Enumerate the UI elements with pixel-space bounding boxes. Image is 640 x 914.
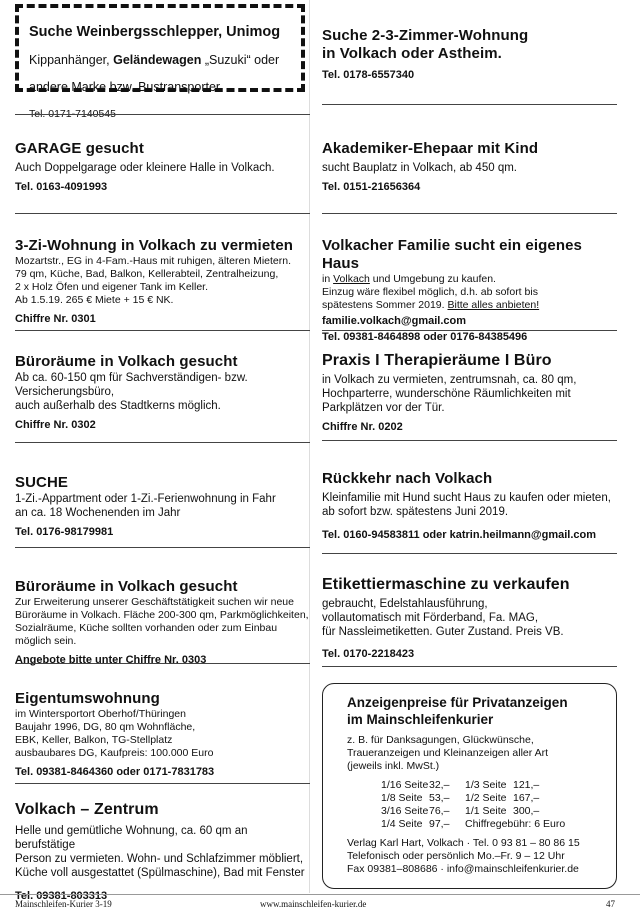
ad-office-1 <box>15 353 310 432</box>
ad-text: ab sofort bzw. spätestens Juni 2019. <box>322 506 509 518</box>
ad-owned-apartment <box>15 690 310 779</box>
ad-text: Ab ca. 60-150 qm für Sachverständigen- bzw. <box>15 372 248 384</box>
ad-contact: Tel. 0171-7140545 <box>29 107 116 120</box>
ad-text: Person zu vermieten. Wohn- und Schlafzimmer möbliert, <box>15 853 304 865</box>
ad-text: im Wintersportort Oberhof/Thüringen <box>15 708 186 720</box>
ad-text: EBK, Keller, Balkon, TG-Stellplatz <box>15 734 173 746</box>
ad-title: SUCHE <box>15 474 69 491</box>
ad-text: an ca. 18 Wochenenden im Jahr <box>15 507 181 519</box>
page-footer <box>0 894 640 914</box>
ad-practice <box>322 352 617 434</box>
ad-text: 79 qm, Küche, Bad, Balkon, Kellerabteil, Zentralheizung, <box>15 268 279 280</box>
ad-seek-apartment <box>322 27 617 82</box>
separator <box>15 114 310 115</box>
ad-email: familie.volkach@gmail.com <box>322 315 466 327</box>
price-intro: z. B. für Danksagungen, Glückwünsche, Traueranzeigen und Kleinanzeigen aller Art (jeweils inkl. MwSt.) <box>347 734 548 772</box>
price-table <box>381 779 602 831</box>
price-title: Anzeigenpreise für Privatanzeigen <box>347 695 568 710</box>
price-row: 1/4 Seite 97,– Chiffregebühr: 6 Euro <box>381 818 566 830</box>
separator <box>15 663 310 664</box>
ad-title: 3-Zi-Wohnung in Volkach zu vermieten <box>15 237 294 254</box>
ad-text: Zur Erweiterung unserer Geschäftstätigkeit suchen wir neue <box>15 596 294 608</box>
ad-garage <box>15 140 310 194</box>
separator <box>15 442 310 443</box>
price-row: 3/16 Seite 76,– 1/1 Seite 300,– <box>381 805 540 817</box>
price-title: im Mainschleifenkurier <box>347 712 494 727</box>
ad-title: Akademiker-Ehepaar mit Kind <box>322 140 539 157</box>
ad-contact: Tel. 09381-8464360 oder 0171-7831783 <box>15 766 215 778</box>
ad-text: Auch Doppelgarage oder kleinere Halle in Volkach. <box>15 162 275 174</box>
ad-contact: Tel. 0163-4091993 <box>15 181 108 193</box>
ad-academics <box>322 140 617 194</box>
ad-title: Volkacher Familie sucht ein eigenes Haus <box>322 237 582 272</box>
separator <box>322 553 617 554</box>
ad-text: für Nassleimetiketten. Guter Zustand. Preis VB. <box>322 626 564 638</box>
ad-text: Versicherungsbüro, <box>15 386 115 398</box>
ad-text: Küche voll ausgestattet (Spülmaschine), Bad mit Fenster <box>15 867 305 879</box>
ad-contact: Tel. 0178-6557340 <box>322 69 415 81</box>
ad-text: gebraucht, Edelstahlausführung, <box>322 598 488 610</box>
ad-title: Etikettiermaschine zu verkaufen <box>322 576 570 593</box>
ad-title: in Volkach oder Astheim. <box>322 45 502 62</box>
separator <box>15 547 310 548</box>
ad-labeler <box>322 576 617 661</box>
ad-text: Ab 1.5.19. 265 € Miete + 15 € NK. <box>15 294 174 306</box>
separator <box>322 330 617 331</box>
ad-contact: Chiffre Nr. 0301 <box>15 313 96 325</box>
ad-office-2 <box>15 578 310 667</box>
separator <box>322 666 617 667</box>
ad-text: Mozartstr., EG in 4-Fam.-Haus mit ruhigen, älteren Mietern. <box>15 255 292 267</box>
ad-contact: Tel. 0170-2218423 <box>322 648 415 660</box>
ad-text: in Volkach und Umgebung zu kaufen. <box>322 273 496 285</box>
ad-text: möglich sein. <box>15 635 77 647</box>
ad-contact: Chiffre Nr. 0302 <box>15 419 96 431</box>
ad-contact: Tel. 0151-21656364 <box>322 181 421 193</box>
ad-title: Eigentumswohnung <box>15 690 160 707</box>
ad-text: Sozialräume, Küche sollten vorhanden oder zum Einbau <box>15 622 278 634</box>
ad-contact: Angebote bitte unter Chiffre Nr. 0303 <box>15 654 207 666</box>
ad-text: sucht Bauplatz in Volkach, ab 450 qm. <box>322 162 517 174</box>
ad-contact: Tel. 0160-94583811 oder katrin.heilmann@gmail.com <box>322 529 597 541</box>
publisher-info: Verlag Karl Hart, Volkach · Tel. 0 93 81 – 80 86 15 Telefonisch oder persönlich Mo.–Fr. 9 – 12 Uhr Fax 09381–808686 · info@mainschleifenkurier.de <box>347 837 580 875</box>
ad-text: Baujahr 1996, DG, 80 qm Wohnfläche, <box>15 721 196 733</box>
ad-text: Parkplätzen vor der Tür. <box>322 402 445 414</box>
footer-website: www.mainschleifen-kurier.de <box>260 899 367 909</box>
ad-text: Helle und gemütliche Wohnung, ca. 60 qm an berufstätige <box>15 825 248 851</box>
ad-title: GARAGE gesucht <box>15 140 144 157</box>
page-number: 47 <box>606 899 615 909</box>
ad-title: Büroräume in Volkach gesucht <box>15 578 238 595</box>
price-row: 1/16 Seite 32,– 1/3 Seite 121,– <box>381 779 540 791</box>
ad-text: 2 x Holz Öfen und eigener Tank im Keller. <box>15 281 208 293</box>
ad-text: Hochparterre, wunderschöne Räumlichkeiten mit <box>322 388 571 400</box>
separator <box>322 213 617 214</box>
separator <box>15 213 310 214</box>
ad-apartment <box>15 237 310 326</box>
ad-contact: Tel. 09381-8464898 oder 0176-84385496 <box>322 331 528 343</box>
separator <box>15 330 310 331</box>
ad-title: Suche 2-3-Zimmer-Wohnung <box>322 27 529 44</box>
ad-text: spätestens Sommer 2019. Bitte alles anbieten! <box>322 299 540 311</box>
price-row: 1/8 Seite 53,– 1/2 Seite 167,– <box>381 792 540 804</box>
ad-title: Rückkehr nach Volkach <box>322 470 493 487</box>
ad-text: Kleinfamilie mit Hund sucht Haus zu kaufen oder mieten, <box>322 492 611 504</box>
ad-text: Kippanhänger, Geländewagen „Suzuki“ oder <box>29 52 280 67</box>
ad-contact: Tel. 0176-98179981 <box>15 526 114 538</box>
ad-text: ausbaubares DG, Kaufpreis: 100.000 Euro <box>15 747 214 759</box>
ad-text: vollautomatisch mit Förderband, Fa. MAG, <box>322 612 539 624</box>
ad-text: andere Marke bzw. Bustransporter. <box>29 80 223 95</box>
ad-title: Praxis I Therapieräume I Büro <box>322 352 552 369</box>
ad-tractor <box>15 4 305 120</box>
footer-issue: Mainschleifen-Kurier 3-19 <box>15 899 112 909</box>
ad-centre <box>15 801 310 903</box>
ad-contact: Chiffre Nr. 0202 <box>322 421 403 433</box>
ad-text: auch außerhalb des Stadtkerns möglich. <box>15 400 221 412</box>
ad-family <box>322 237 617 344</box>
separator <box>322 104 617 105</box>
ad-title: Volkach – Zentrum <box>15 801 159 818</box>
ad-contact: Tel. 09381-803313 <box>15 890 108 902</box>
price-info-box <box>322 683 617 889</box>
ad-text: Büroräume in Volkach. Fläche 200-300 qm, Parkmöglichkeiten, <box>15 609 309 621</box>
separator <box>322 440 617 441</box>
ad-text: in Volkach zu vermieten, zentrumsnah, ca. 80 qm, <box>322 374 577 386</box>
separator <box>15 783 310 784</box>
ad-return <box>322 470 617 542</box>
ad-suche <box>15 474 310 539</box>
ad-text: Einzug wäre flexibel möglich, d.h. ab sofort bis <box>322 286 538 298</box>
ad-title: Suche Weinbergsschlepper, Unimog <box>29 24 281 41</box>
ad-title: Büroräume in Volkach gesucht <box>15 353 238 370</box>
ad-text: 1-Zi.-Appartment oder 1-Zi.-Ferienwohnung in Fahr <box>15 493 276 505</box>
